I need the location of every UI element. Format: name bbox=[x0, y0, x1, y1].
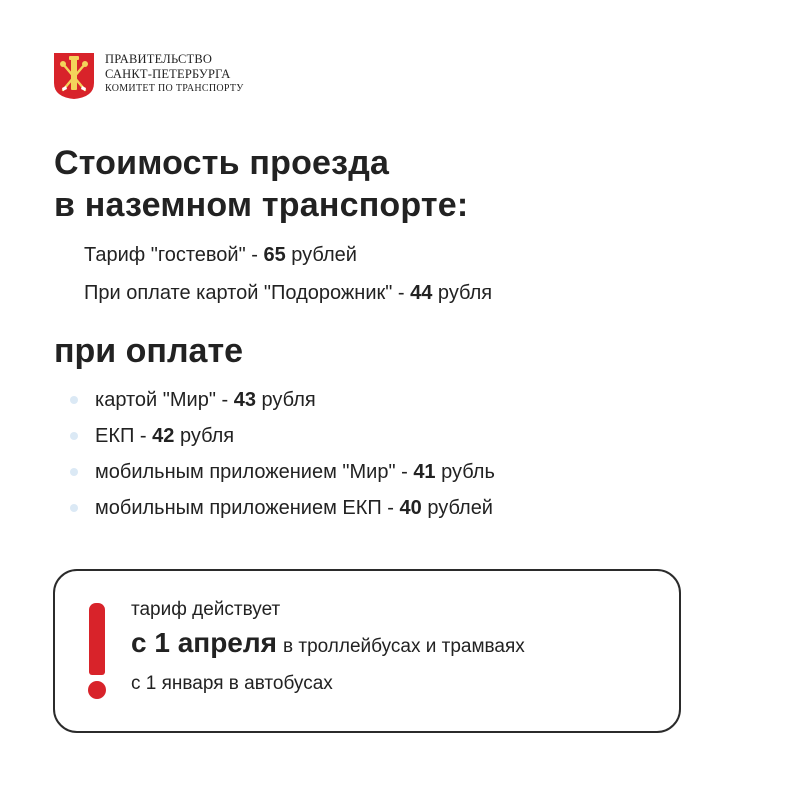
tariff-unit: рублей bbox=[285, 244, 357, 266]
title-line-1: Стоимость проезда bbox=[54, 144, 390, 182]
bullet-dot-icon bbox=[70, 432, 78, 440]
bullet-dot-icon bbox=[70, 396, 78, 404]
notice-text bbox=[131, 597, 525, 697]
tariff-row bbox=[84, 236, 492, 274]
notice-box bbox=[53, 569, 681, 733]
tariff-list bbox=[84, 236, 492, 312]
payment-heading: при оплате bbox=[54, 332, 244, 370]
tariff-price: 44 bbox=[410, 282, 433, 304]
payment-label: мобильным приложением "Мир" - bbox=[95, 461, 414, 483]
tariff-unit: рубля bbox=[432, 282, 493, 304]
coat-of-arms-icon bbox=[53, 52, 95, 100]
tariff-price: 65 bbox=[263, 244, 286, 266]
list-item bbox=[70, 490, 495, 526]
header bbox=[53, 52, 244, 100]
payment-label: картой "Мир" - bbox=[95, 389, 234, 411]
payment-unit: рублей bbox=[421, 497, 493, 519]
payment-label: ЕКП - bbox=[95, 425, 153, 447]
organization-name bbox=[105, 52, 244, 96]
list-item bbox=[70, 382, 495, 418]
page-title bbox=[54, 142, 468, 226]
org-line-3: КОМИТЕТ ПО ТРАНСПОРТУ bbox=[105, 83, 244, 94]
payment-price: 40 bbox=[399, 497, 422, 519]
exclamation-icon bbox=[86, 603, 108, 703]
org-line-1: ПРАВИТЕЛЬСТВО bbox=[105, 52, 213, 66]
list-item bbox=[70, 418, 495, 454]
payment-price: 43 bbox=[233, 389, 256, 411]
title-line-2: в наземном транспорте: bbox=[54, 186, 469, 224]
notice-line-2 bbox=[131, 626, 525, 665]
payment-price: 42 bbox=[152, 425, 175, 447]
payment-unit: рубль bbox=[435, 461, 495, 483]
notice-date-suffix: в троллейбусах и трамваях bbox=[283, 636, 525, 657]
payment-unit: рубля bbox=[174, 425, 235, 447]
notice-date: с 1 апреля bbox=[131, 627, 277, 658]
payment-unit: рубля bbox=[255, 389, 316, 411]
tariff-label: При оплате картой "Подорожник" - bbox=[84, 282, 411, 304]
tariff-row bbox=[84, 274, 492, 312]
notice-line-1: тариф действует bbox=[131, 599, 281, 620]
payment-label: мобильным приложением ЕКП - bbox=[95, 497, 400, 519]
notice-line-3: с 1 января в автобусах bbox=[131, 673, 333, 694]
list-item bbox=[70, 454, 495, 490]
org-line-2: САНКТ-ПЕТЕРБУРГА bbox=[105, 67, 231, 81]
bullet-dot-icon bbox=[70, 468, 78, 476]
tariff-label: Тариф "гостевой" - bbox=[84, 244, 264, 266]
payment-price: 41 bbox=[413, 461, 436, 483]
bullet-dot-icon bbox=[70, 504, 78, 512]
payment-list bbox=[70, 382, 495, 526]
